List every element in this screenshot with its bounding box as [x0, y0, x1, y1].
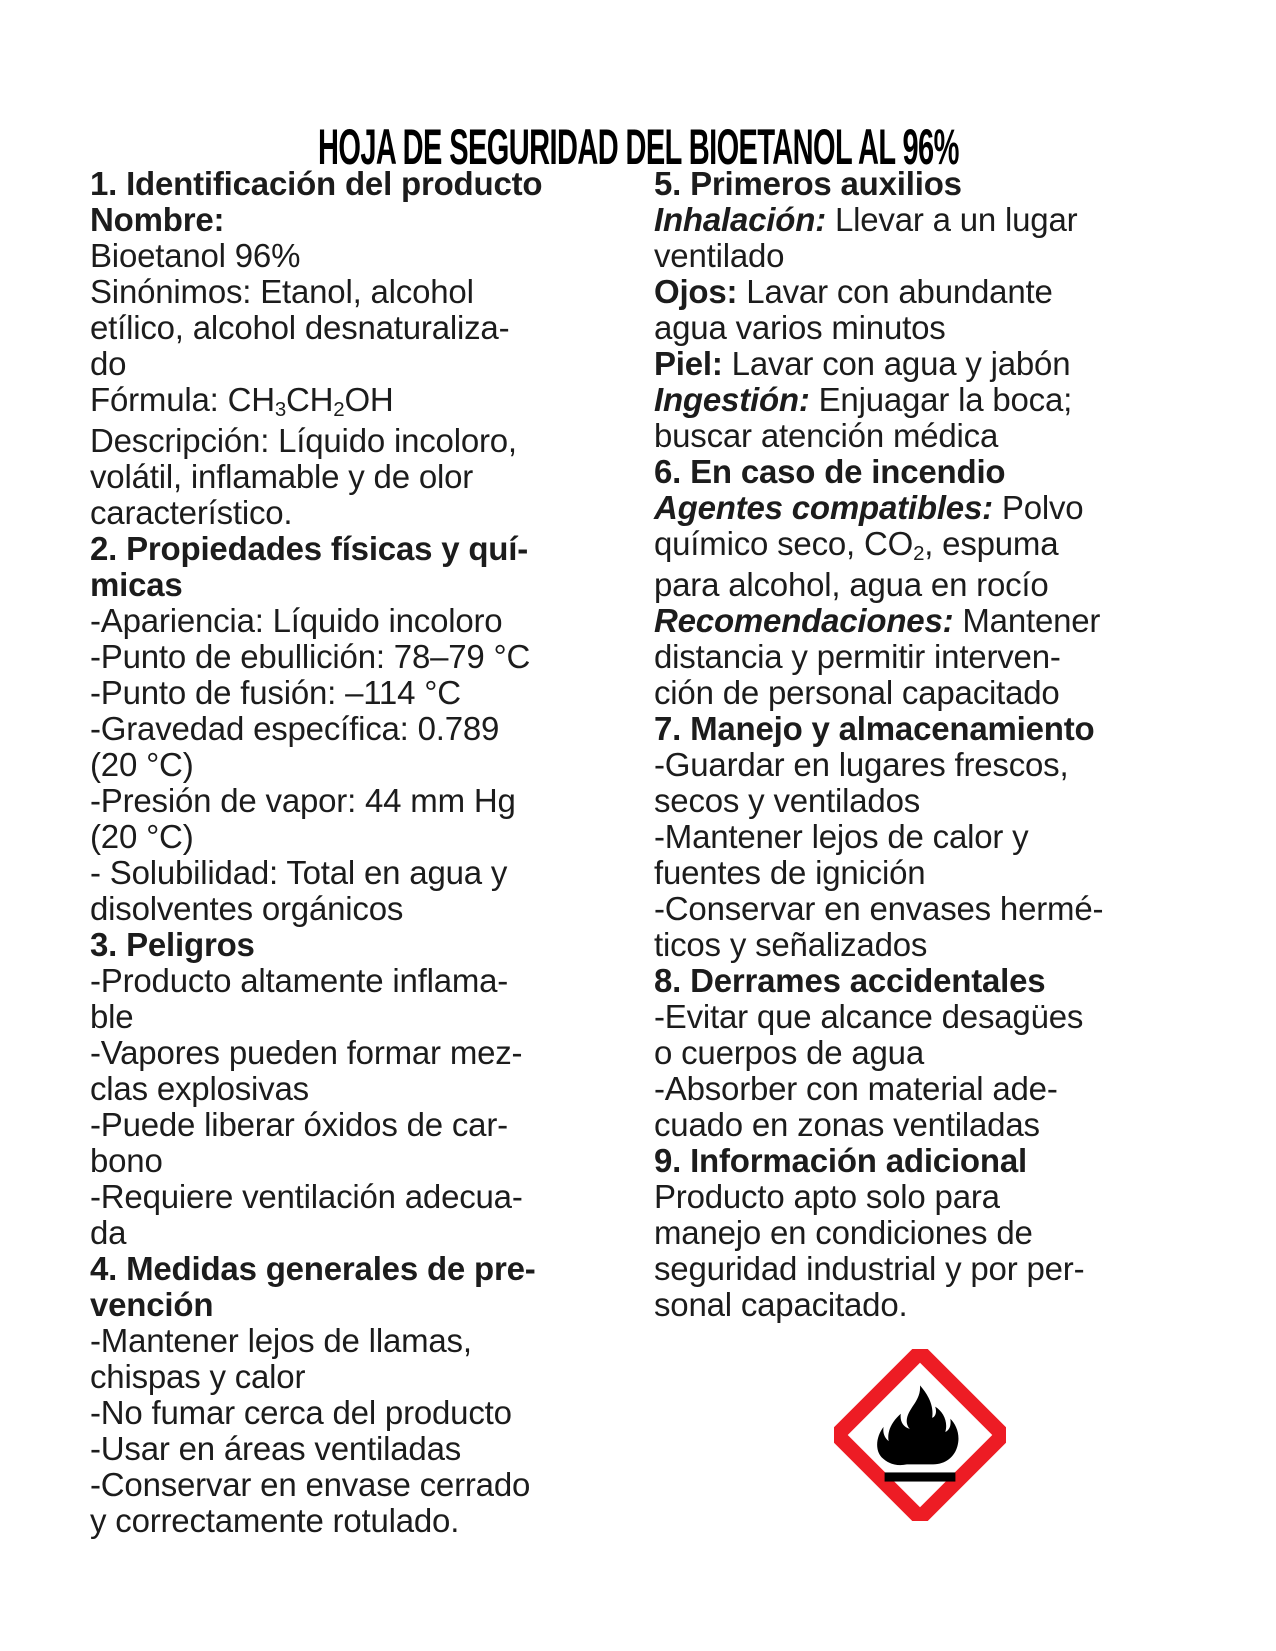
text-line — [654, 675, 1186, 711]
text-segment: ventilado — [654, 237, 785, 274]
text-line — [654, 202, 1186, 238]
text-line — [654, 891, 1186, 927]
text-segment: químico seco, CO — [654, 525, 914, 562]
text-line — [90, 1467, 622, 1503]
section-heading — [90, 1251, 622, 1287]
text-segment: -Mantener lejos de calor y — [654, 818, 1029, 855]
text-line — [654, 747, 1186, 783]
text-line — [90, 310, 622, 346]
text-line — [654, 639, 1186, 675]
text-line — [90, 819, 622, 855]
text-segment: 2 — [333, 397, 345, 421]
text-line — [90, 1323, 622, 1359]
text-segment: 5. Primeros auxilios — [654, 165, 962, 202]
section-heading — [654, 454, 1186, 490]
text-line — [90, 1359, 622, 1395]
text-line — [90, 346, 622, 382]
text-segment: 2 — [913, 541, 925, 565]
text-segment: y correctamente rotulado. — [90, 1502, 460, 1539]
text-segment: -Punto de fusión: –114 °C — [90, 674, 461, 711]
section-heading — [90, 166, 622, 202]
text-line — [654, 819, 1186, 855]
text-segment: - Solubilidad: Total en agua y — [90, 854, 508, 891]
text-segment: vención — [90, 1286, 214, 1323]
text-line — [654, 1107, 1186, 1143]
text-line — [654, 274, 1186, 310]
text-segment: bono — [90, 1142, 163, 1179]
text-segment: -Gravedad específica: 0.789 — [90, 710, 500, 747]
text-line — [90, 999, 622, 1035]
text-segment: -Vapores pueden formar mez- — [90, 1034, 523, 1071]
content-columns — [90, 166, 1186, 1539]
text-segment: ticos y señalizados — [654, 926, 928, 963]
text-line — [654, 1215, 1186, 1251]
text-segment: buscar atención médica — [654, 417, 999, 454]
text-line — [90, 1035, 622, 1071]
text-line — [90, 274, 622, 310]
text-line — [90, 639, 622, 675]
text-segment: micas — [90, 566, 183, 603]
text-segment: , espuma — [924, 525, 1059, 562]
text-segment: fuentes de ignición — [654, 854, 926, 891]
text-line — [90, 1071, 622, 1107]
text-segment: -No fumar cerca del producto — [90, 1394, 512, 1431]
section-heading — [90, 531, 622, 567]
text-segment: -Conservar en envases hermé- — [654, 890, 1104, 927]
text-segment: -Evitar que alcance desagües — [654, 998, 1084, 1035]
text-segment: 2. Propiedades físicas y quí- — [90, 530, 529, 567]
text-line — [654, 382, 1186, 418]
text-line — [90, 1143, 622, 1179]
text-line — [654, 855, 1186, 891]
text-segment: secos y ventilados — [654, 782, 921, 819]
text-segment: volátil, inflamable y de olor — [90, 458, 474, 495]
text-segment: CH — [286, 381, 334, 418]
text-segment: Bioetanol 96% — [90, 237, 301, 274]
text-segment: cuado en zonas ventiladas — [654, 1106, 1040, 1143]
text-segment: 3 — [274, 397, 286, 421]
text-segment: Enjuagar la boca; — [809, 381, 1073, 418]
text-segment: Piel: — [654, 345, 723, 382]
text-segment: Lavar con abundante — [737, 273, 1053, 310]
text-segment: -Presión de vapor: 44 mm Hg — [90, 782, 516, 819]
section-heading — [90, 1287, 622, 1323]
text-line — [654, 927, 1186, 963]
text-line — [90, 711, 622, 747]
text-segment: Agentes compatibles: — [654, 489, 993, 526]
text-line — [654, 526, 1186, 567]
text-line — [654, 238, 1186, 274]
text-segment: -Absorber con material ade- — [654, 1070, 1058, 1107]
text-segment: Fórmula: CH — [90, 381, 275, 418]
text-line — [90, 747, 622, 783]
section-heading — [654, 166, 1186, 202]
text-line — [654, 999, 1186, 1035]
text-segment: 9. Información adicional — [654, 1142, 1027, 1179]
text-segment: 4. Medidas generales de pre- — [90, 1250, 536, 1287]
section-heading — [654, 1143, 1186, 1179]
text-line — [654, 418, 1186, 454]
flame-base-bar — [885, 1472, 956, 1481]
text-segment: -Requiere ventilación adecua- — [90, 1178, 523, 1215]
text-segment: Mantener — [953, 602, 1101, 639]
text-line — [90, 382, 622, 423]
text-line — [654, 1071, 1186, 1107]
text-line — [654, 490, 1186, 526]
text-line — [90, 1107, 622, 1143]
text-line — [654, 603, 1186, 639]
left-column — [90, 166, 622, 1539]
text-segment: (20 °C) — [90, 818, 194, 855]
text-segment: Llevar a un lugar — [826, 201, 1078, 238]
text-line — [654, 567, 1186, 603]
text-line — [654, 1179, 1186, 1215]
section-heading — [90, 567, 622, 603]
text-segment: -Puede liberar óxidos de car- — [90, 1106, 508, 1143]
right-column — [654, 166, 1186, 1539]
section-heading — [90, 927, 622, 963]
text-segment: Inhalación: — [654, 201, 826, 238]
text-segment: chispas y calor — [90, 1358, 306, 1395]
text-line — [90, 238, 622, 274]
section-heading — [654, 711, 1186, 747]
text-segment: -Usar en áreas ventiladas — [90, 1430, 462, 1467]
text-segment: 1. Identificación del producto — [90, 165, 543, 202]
text-segment: -Punto de ebullición: 78–79 °C — [90, 638, 531, 675]
text-line — [90, 1395, 622, 1431]
text-segment: 8. Derrames accidentales — [654, 962, 1046, 999]
text-line — [654, 1287, 1186, 1323]
text-segment: Sinónimos: Etanol, alcohol — [90, 273, 474, 310]
text-segment: característico. — [90, 494, 293, 531]
text-segment: Ojos: — [654, 273, 738, 310]
text-segment: OH — [344, 381, 394, 418]
text-segment: 7. Manejo y almacenamiento — [654, 710, 1095, 747]
text-line — [90, 891, 622, 927]
text-line — [654, 783, 1186, 819]
text-line — [654, 346, 1186, 382]
text-segment: -Conservar en envase cerrado — [90, 1466, 531, 1503]
page-title-text: HOJA DE SEGURIDAD DEL BIOETANOL AL 96% — [317, 118, 959, 175]
text-line — [90, 1431, 622, 1467]
text-segment: sonal capacitado. — [654, 1286, 908, 1323]
text-segment: para alcohol, agua en rocío — [654, 566, 1049, 603]
text-segment: Ingestión: — [654, 381, 810, 418]
ghs-flammable-pictogram — [834, 1349, 1006, 1521]
text-line — [90, 459, 622, 495]
text-segment: -Guardar en lugares frescos, — [654, 746, 1069, 783]
text-segment: seguridad industrial y por per- — [654, 1250, 1085, 1287]
text-line — [654, 310, 1186, 346]
text-line — [90, 1215, 622, 1251]
field-label — [90, 202, 622, 238]
text-segment: Lavar con agua y jabón — [722, 345, 1071, 382]
text-line — [90, 1503, 622, 1539]
text-line — [90, 1179, 622, 1215]
text-line — [90, 963, 622, 999]
text-segment: Producto apto solo para — [654, 1178, 1000, 1215]
page-title — [0, 118, 1276, 175]
text-segment: Polvo — [992, 489, 1084, 526]
text-line — [90, 495, 622, 531]
text-line — [90, 423, 622, 459]
text-segment: disolventes orgánicos — [90, 890, 404, 927]
text-segment: da — [90, 1214, 127, 1251]
text-segment: Nombre: — [90, 201, 225, 238]
text-segment: etílico, alcohol desnaturaliza- — [90, 309, 510, 346]
text-line — [90, 603, 622, 639]
text-segment: manejo en condiciones de — [654, 1214, 1033, 1251]
text-line — [654, 1035, 1186, 1071]
text-segment: Recomendaciones: — [654, 602, 954, 639]
text-segment: do — [90, 345, 127, 382]
text-segment: ble — [90, 998, 134, 1035]
text-segment: o cuerpos de agua — [654, 1034, 924, 1071]
text-segment: ción de personal capacitado — [654, 674, 1060, 711]
section-heading — [654, 963, 1186, 999]
text-segment: -Producto altamente inflama- — [90, 962, 509, 999]
text-segment: (20 °C) — [90, 746, 194, 783]
text-line — [90, 783, 622, 819]
text-segment: -Apariencia: Líquido incoloro — [90, 602, 503, 639]
text-segment: clas explosivas — [90, 1070, 309, 1107]
text-segment: agua varios minutos — [654, 309, 946, 346]
text-segment: 3. Peligros — [90, 926, 255, 963]
text-segment: -Mantener lejos de llamas, — [90, 1322, 472, 1359]
text-segment: 6. En caso de incendio — [654, 453, 1006, 490]
text-line — [90, 855, 622, 891]
text-line — [90, 675, 622, 711]
text-line — [654, 1251, 1186, 1287]
text-segment: distancia y permitir interven- — [654, 638, 1061, 675]
text-segment: Descripción: Líquido incoloro, — [90, 422, 517, 459]
